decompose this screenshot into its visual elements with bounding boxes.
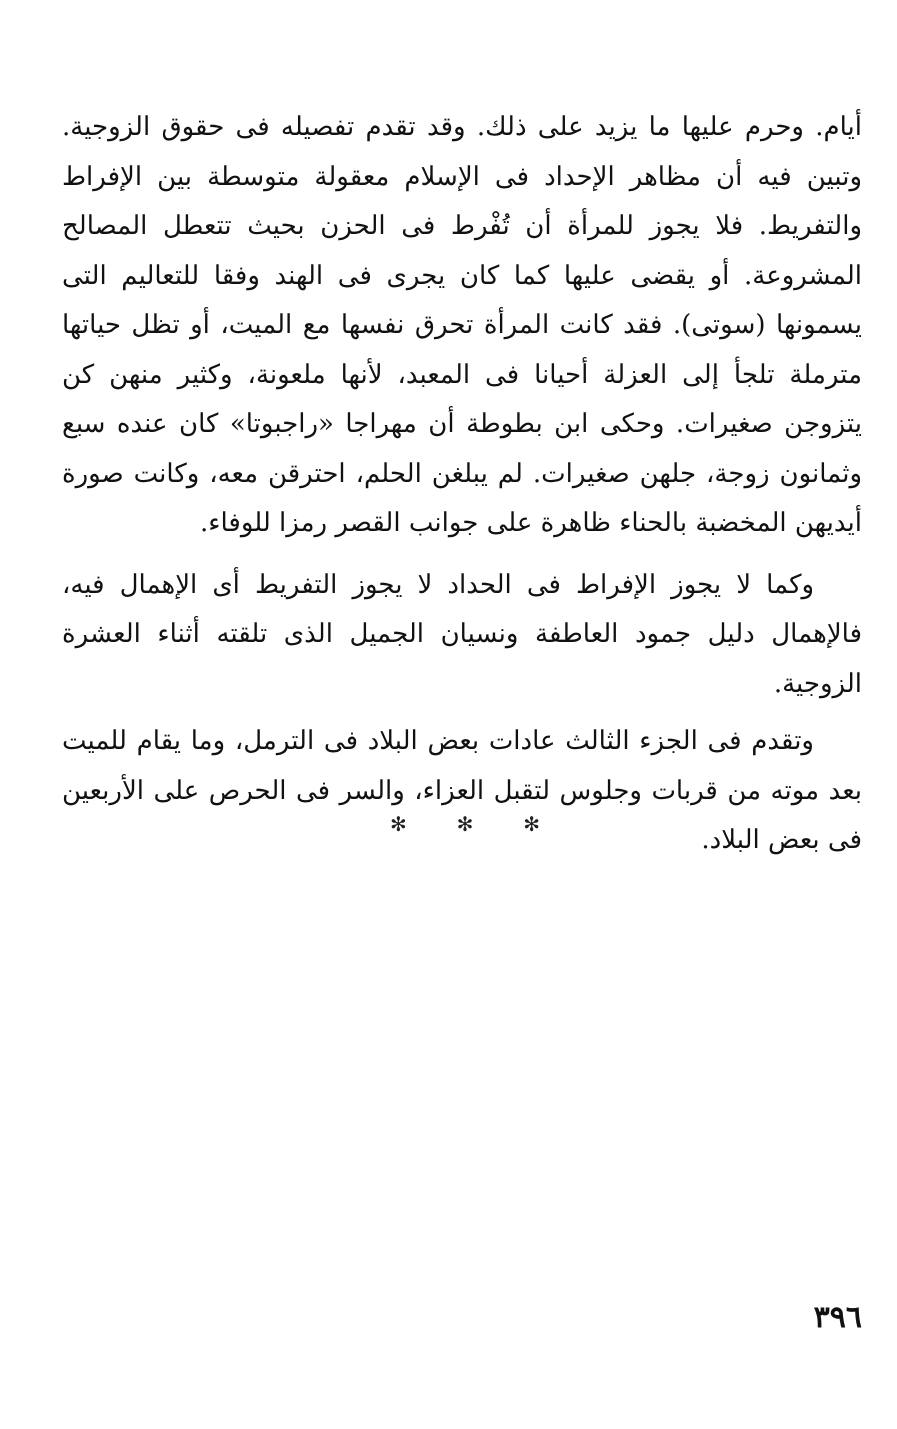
text-line: وكما لا يجوز الإفراط فى الحداد لا يجوز التفريط أى الإهمال فيه، (62, 569, 814, 600)
text-line: البلاد. (701, 825, 760, 855)
page-number: ٣٩٦ (813, 1300, 862, 1335)
text-line: القصر رمزا للوفاء. (199, 508, 401, 538)
paragraph-neglect (62, 561, 862, 710)
text-line: فالإهمال دليل جمود العاطفة ونسيان الجميل الذى تلقته أثناء العشرة الزوجية. (62, 619, 862, 699)
text-line: عليها كما كان يجرى فى الهند وفقا للتعاليم التى يسمونها (سوتى). فقد (62, 260, 862, 340)
section-separator (390, 812, 540, 836)
paragraph-mourning-limits (62, 103, 862, 549)
text-line: أن مهراجا «راجبوتا» كان عنده سبع وثمانون زوجة، جلهن صغيرات. لم يبلغن (62, 409, 863, 489)
paragraph-customs (62, 717, 862, 866)
text-line: موته من قربات وجلوس لتقبل العزاء، والسر فى الحرص على الأربعين فى بعض (62, 775, 862, 855)
text-line: وتقدم فى الجزء الثالث عادات بعض البلاد فى الترمل، وما يقام للميت بعد (62, 726, 862, 806)
text-line: فى المعبد، لأنها ملعونة، وكثير منهن كن يتزوجن صغيرات. وحكى ابن بطوطة (62, 359, 862, 439)
asterisk-icon: ✻ (390, 812, 407, 836)
text-line: الحلم، احترقن معه، وكانت صورة أيديهن المخضبة بالحناء ظاهرة على جوانب (62, 458, 862, 538)
asterisk-icon: ✻ (456, 812, 474, 836)
text-line: أيام. وحرم عليها ما يزيد على ذلك. وقد تقدم تفصيله فى حقوق الزوجية. (62, 112, 862, 142)
text-line: كانت المرأة تحرق نفسها مع الميت، أو تظل حياتها مترملة تلجأ إلى العزلة أحيانا (62, 310, 862, 390)
asterisk-icon: ✻ (523, 812, 540, 836)
text-line: فلا يجوز للمرأة أن تُفْرط فى الحزن بحيث تتعطل المصالح المشروعة. أو يقضى (62, 211, 862, 291)
text-line: وتبين فيه أن مظاهر الإحداد فى الإسلام معقولة متوسطة بين الإفراط والتفريط. (62, 161, 863, 241)
body-text (62, 103, 862, 866)
